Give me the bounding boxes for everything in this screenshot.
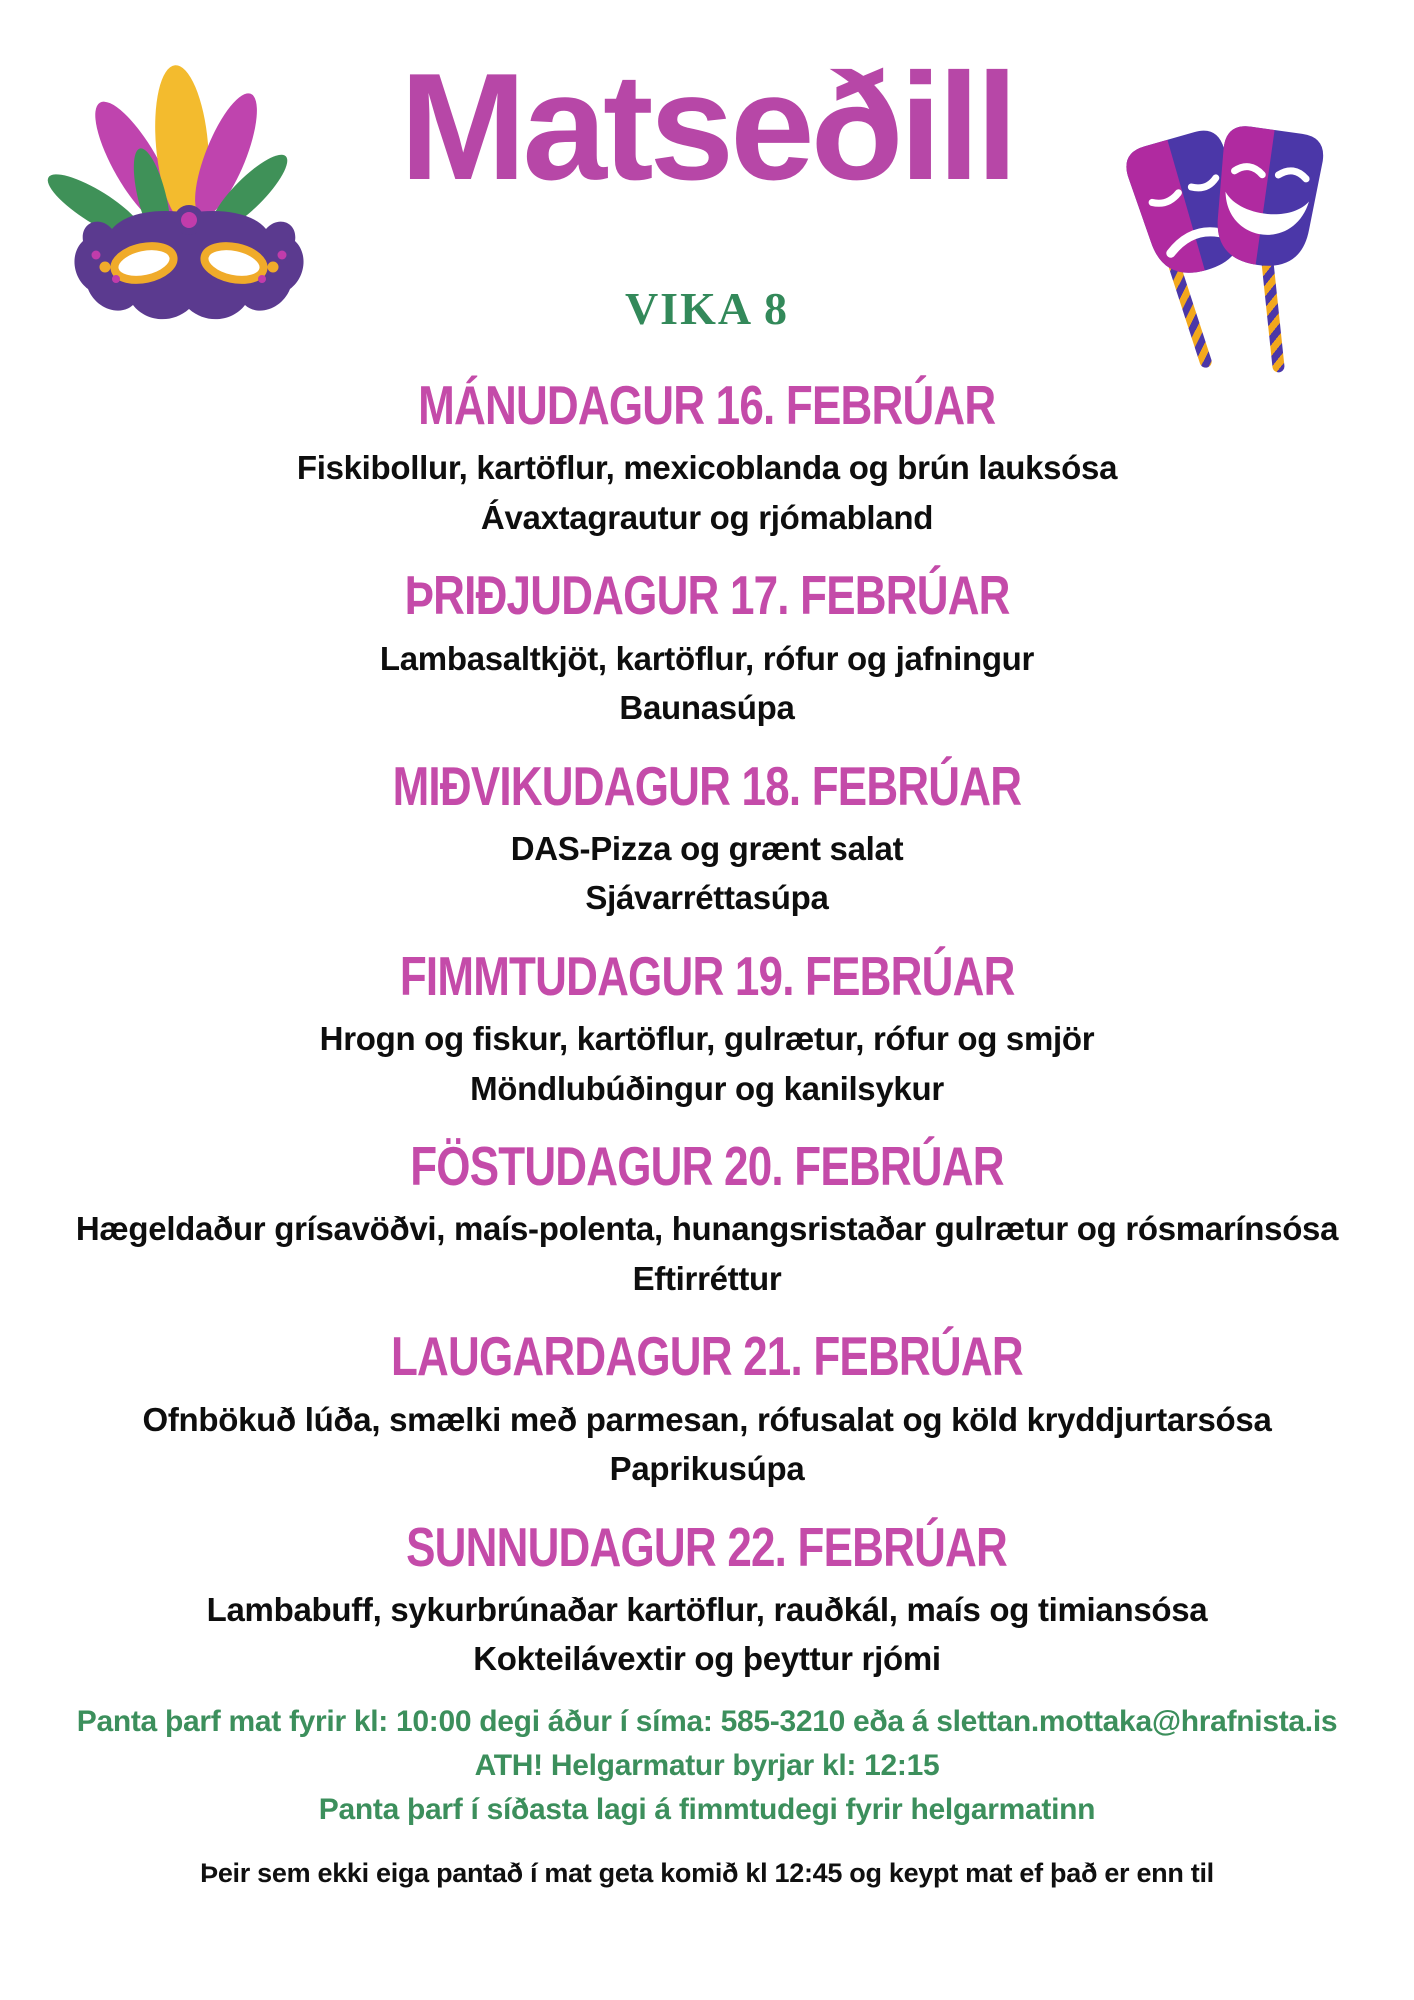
day-section-sunday [40, 1516, 1374, 1684]
day-heading: MIÐVIKUDAGUR 18. FEBRÚAR [392, 754, 1022, 817]
menu-item: Kokteilávextir og þeyttur rjómi [473, 1640, 941, 1678]
day-section-saturday [40, 1325, 1374, 1493]
day-section-tuesday [40, 564, 1374, 732]
menu-item: Sjávarréttasúpa [585, 879, 829, 917]
page-title: Matseðill [399, 42, 1015, 212]
theater-masks-icon [1108, 88, 1348, 388]
day-section-thursday [40, 945, 1374, 1113]
menu-item: Lambasaltkjöt, kartöflur, rófur og jafningur [379, 639, 1035, 677]
menu-item: Hægeldaður grísavöðvi, maís-polenta, hunangsristaðar gulrætur og rósmarínsósa [75, 1210, 1339, 1248]
day-section-wednesday [40, 755, 1374, 923]
menu-item: Ofnbökuð lúða, smælki með parmesan, rófusalat og köld kryddjurtarsósa [142, 1400, 1272, 1438]
day-heading: ÞRIÐJUDAGUR 17. FEBRÚAR [404, 564, 1010, 627]
menu-item: Hrogn og fiskur, kartöflur, gulrætur, rófur og smjör [319, 1020, 1095, 1057]
menu-item: Lambabuff, sykurbrúnaðar kartöflur, rauðkál, maís og timiansósa [206, 1590, 1208, 1628]
menu-body [40, 352, 1374, 1892]
menu-item: Möndlubúðingur og kanilsykur [470, 1069, 944, 1107]
footer-note: Þeir sem ekki eiga pantað í mat geta komið kl 12:45 og keypt mat ef það er enn til [200, 1857, 1214, 1888]
ordering-info-line: Panta þarf í síðasta lagi á fimmtudegi fyrir helgarmatinn [318, 1792, 1096, 1826]
day-section-friday [40, 1135, 1374, 1303]
menu-item: Eftirréttur [632, 1259, 782, 1297]
menu-item: Ávaxtagrautur og rjómabland [480, 498, 934, 536]
day-heading: FÖSTUDAGUR 20. FEBRÚAR [410, 1135, 1004, 1197]
menu-item: Baunasúpa [619, 689, 795, 726]
menu-item: Paprikusúpa [609, 1450, 805, 1487]
menu-item: Fiskibollur, kartöflur, mexicoblanda og brún lauksósa [296, 449, 1118, 487]
day-heading: MÁNUDAGUR 16. FEBRÚAR [418, 374, 996, 436]
day-heading: FIMMTUDAGUR 19. FEBRÚAR [399, 944, 1015, 1007]
day-heading: LAUGARDAGUR 21. FEBRÚAR [391, 1325, 1023, 1388]
ordering-info-line: ATH! Helgarmatur byrjar kl: 12:15 [474, 1748, 940, 1782]
ordering-info [40, 1700, 1374, 1832]
day-heading: SUNNUDAGUR 22. FEBRÚAR [406, 1515, 1008, 1578]
menu-item: DAS-Pizza og grænt salat [510, 829, 904, 867]
week-subtitle: VIKA 8 [624, 283, 790, 334]
day-section-monday [40, 374, 1374, 542]
ordering-info-line: Panta þarf mat fyrir kl: 10:00 degi áður í síma: 585-3210 eða á slettan.mottaka@hrafnista.is [76, 1704, 1338, 1738]
